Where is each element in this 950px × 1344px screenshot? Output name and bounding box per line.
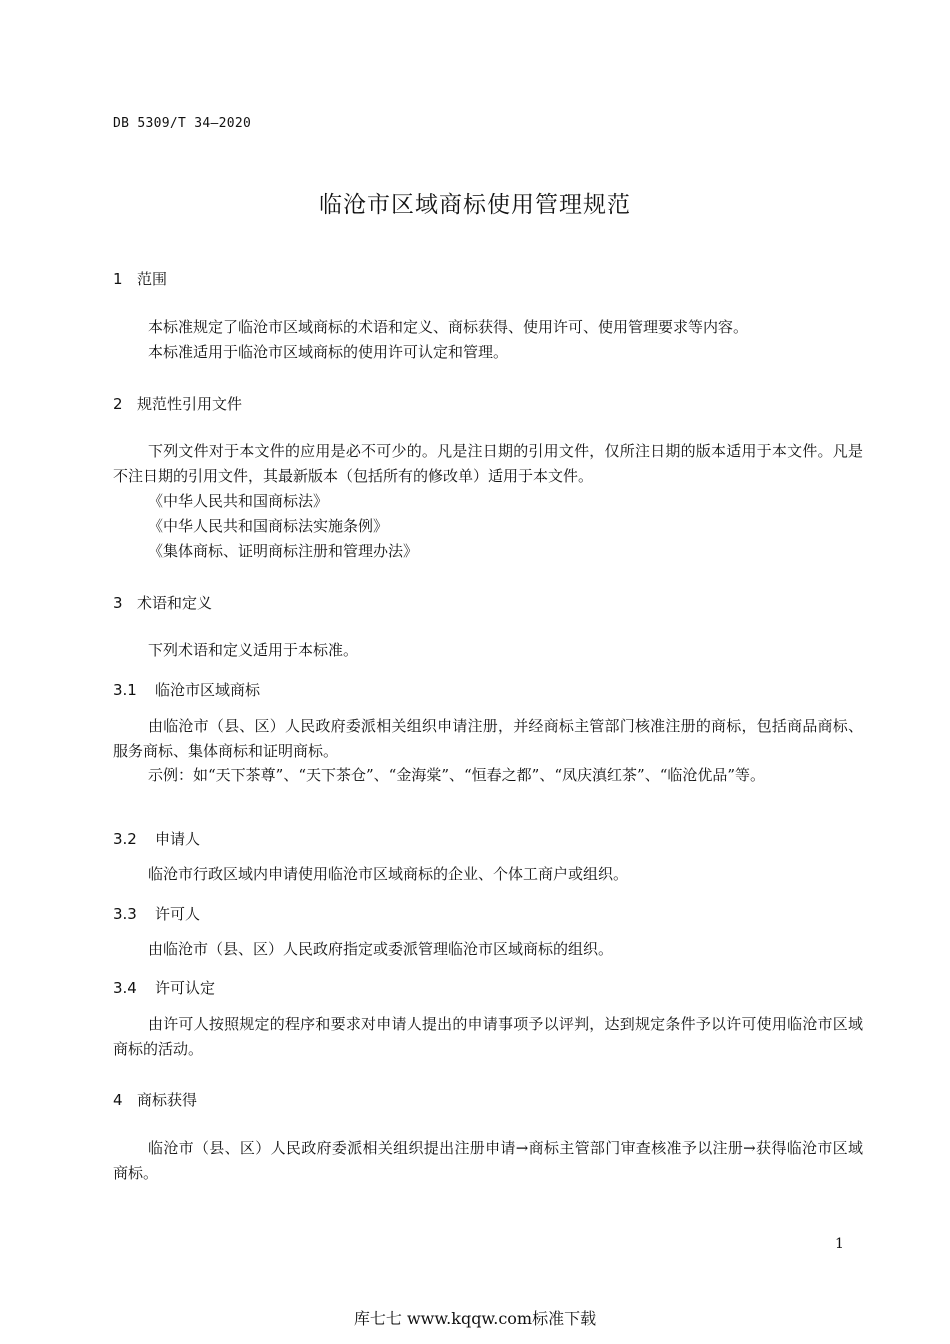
section-number: 4 [113, 1091, 123, 1109]
term-3-4-definition: 由许可人按照规定的程序和要求对申请人提出的申请事项予以评判，达到规定条件予以许可使用临沧市区域商标的活动。 [113, 1015, 863, 1058]
term-number: 3.4 [113, 979, 137, 997]
section-4-heading [113, 1089, 197, 1110]
term-number: 3.1 [113, 681, 137, 699]
term-3-2-definition: 临沧市行政区域内申请使用临沧市区域商标的企业、个体工商户或组织。 [148, 865, 629, 883]
term-3-1-example: 示例：如“天下茶尊”、“天下茶仓”、“金海棠”、“恒春之都”、“凤庆滇红茶”、“临沧优品”等。 [148, 766, 766, 784]
section-1-paragraph-1: 本标准规定了临沧市区域商标的术语和定义、商标获得、使用许可、使用管理要求等内容。 [148, 318, 749, 336]
section-1-heading [113, 268, 167, 289]
section-1-paragraph-2: 本标准适用于临沧市区域商标的使用许可认定和管理。 [148, 343, 509, 361]
term-title: 临沧市区域商标 [155, 681, 261, 699]
section-4-paragraph-1: 临沧市（县、区）人民政府委派相关组织提出注册申请→商标主管部门审查核准予以注册→获得临沧市区域商标。 [113, 1139, 863, 1182]
term-title: 许可认定 [155, 979, 216, 997]
section-title: 商标获得 [137, 1091, 198, 1109]
section-number: 3 [113, 594, 123, 612]
section-number: 1 [113, 270, 123, 288]
reference-item: 《中华人民共和国商标法》 [148, 492, 329, 510]
section-title: 范围 [137, 270, 168, 288]
section-title: 规范性引用文件 [137, 395, 243, 413]
term-3-1-definition: 由临沧市（县、区）人民政府委派相关组织申请注册，并经商标主管部门核准注册的商标，包括商品商标、服务商标、集体商标和证明商标。 [113, 717, 863, 760]
section-2-paragraph-1: 下列文件对于本文件的应用是必不可少的。凡是注日期的引用文件，仅所注日期的版本适用于本文件。凡是不注日期的引用文件，其最新版本（包括所有的修改单）适用于本文件。 [113, 442, 863, 485]
footer-watermark-text: 库七七 www.kqqw.com标准下载 [353, 1309, 597, 1328]
standard-code: DB 5309/T 34—2020 [113, 116, 252, 131]
term-3-3-heading [113, 903, 200, 924]
section-2-heading [113, 393, 242, 414]
section-number: 2 [113, 395, 123, 413]
section-3-intro: 下列术语和定义适用于本标准。 [148, 641, 359, 659]
term-number: 3.3 [113, 905, 137, 923]
section-3-heading [113, 592, 212, 613]
term-title: 许可人 [155, 905, 201, 923]
term-title: 申请人 [155, 830, 201, 848]
term-3-4-heading [113, 977, 215, 998]
term-3-3-definition: 由临沧市（县、区）人民政府指定或委派管理临沧市区域商标的组织。 [148, 940, 614, 958]
term-3-1-heading [113, 679, 260, 700]
term-3-2-heading [113, 828, 200, 849]
reference-item: 《集体商标、证明商标注册和管理办法》 [148, 542, 419, 560]
document-title: 临沧市区域商标使用管理规范 [319, 192, 631, 218]
term-number: 3.2 [113, 830, 137, 848]
reference-item: 《中华人民共和国商标法实施条例》 [148, 517, 389, 535]
section-title: 术语和定义 [137, 594, 213, 612]
page-number: 1 [835, 1236, 844, 1252]
